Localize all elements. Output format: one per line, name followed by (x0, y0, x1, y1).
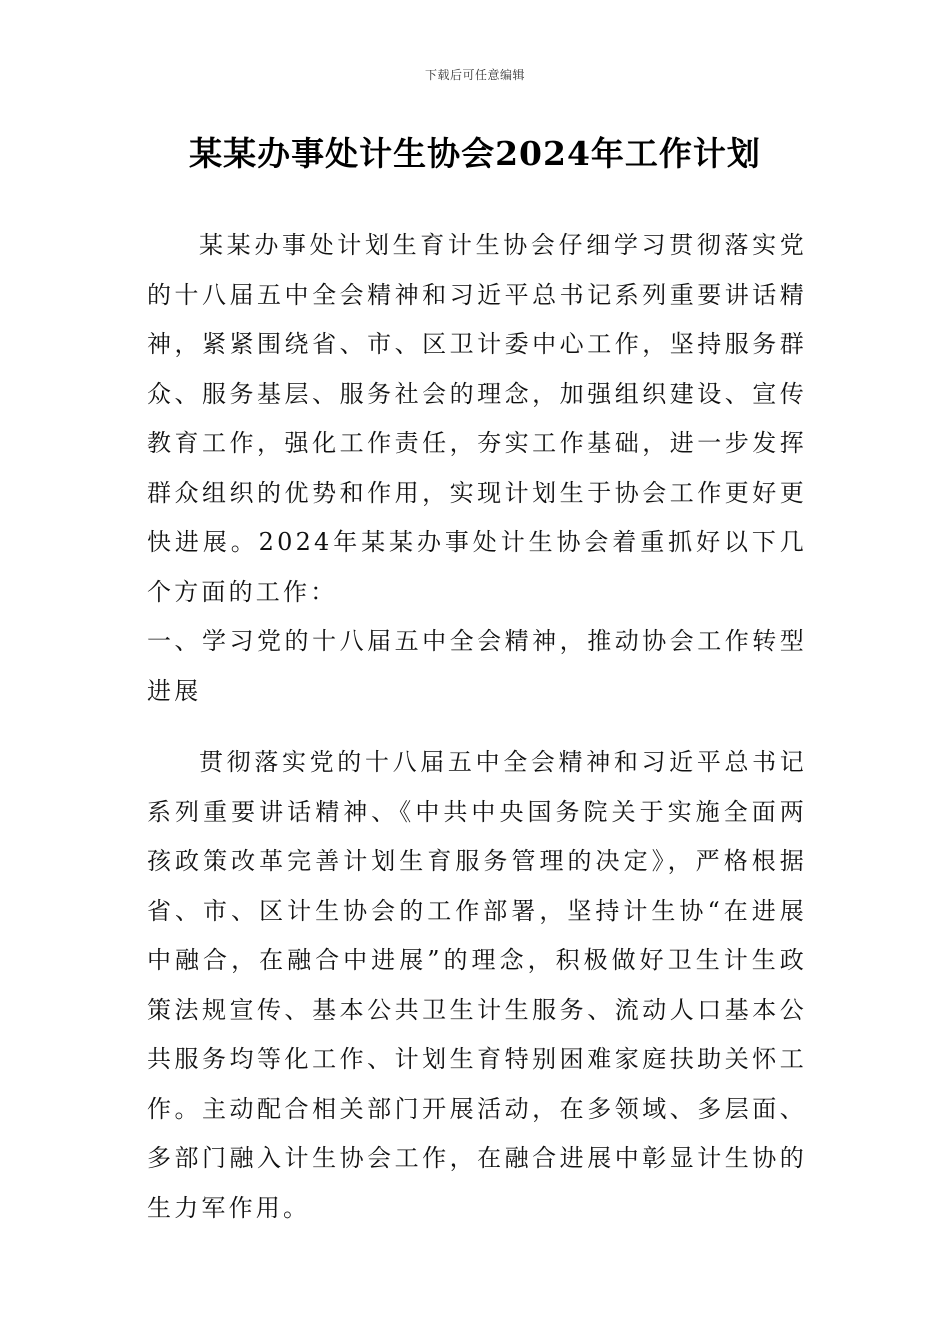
section-heading: 一、学习党的十八届五中全会精神，推动协会工作转型进展 (147, 627, 807, 705)
section-paragraph: 贯彻落实党的十八届五中全会精神和习近平总书记系列重要讲话精神、《中共中央国务院关于实施全面两孩政策改革完善计划生育服务管理的决定》，严格根据省、市、区计生协会的工作部署，坚持计生协“在进展中融合，在融合中进展”的理念，积极做好卫生计生政策法规宣传、基本公共卫生计生服务、流动人口基本公共服务均等化工作、计划生育特别困难家庭扶助关怀工作。主动配合相关部门开展活动，在多领域、多层面、多部门融入计生协会工作，在融合进展中彰显计生协的生力军作用。 (147, 748, 807, 1222)
intro-paragraph: 某某办事处计划生育计生协会仔细学习贯彻落实党的十八届五中全会精神和习近平总书记系列重要讲话精神，紧紧围绕省、市、区卫计委中心工作，坚持服务群众、服务基层、服务社会的理念，加强组织建设、宣传教育工作，强化工作责任，夯实工作基础，进一步发挥群众组织的优势和作用，实现计划生于协会工作更好更快进展。2024年某某办事处计生协会着重抓好以下几个方面的工作： (147, 231, 807, 606)
document-title: 某某办事处计生协会2024年工作计划 (189, 134, 761, 173)
header-note: 下载后可任意编辑 (424, 68, 525, 82)
